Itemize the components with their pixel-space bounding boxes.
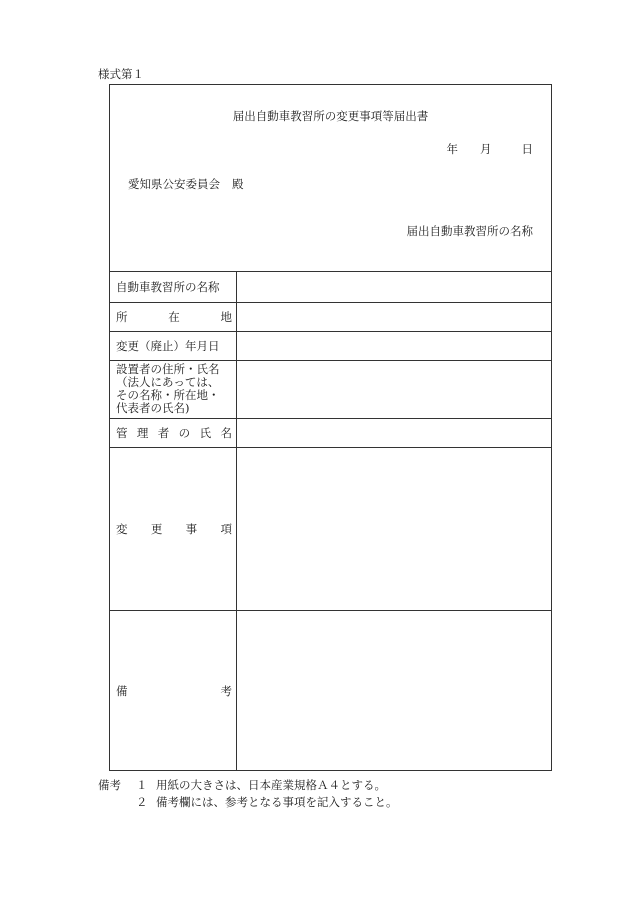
- field-remarks[interactable]: [237, 610, 552, 771]
- date-day-label: 日: [521, 142, 533, 156]
- row-school-name: [110, 272, 551, 302]
- field-change-items[interactable]: [237, 447, 552, 610]
- notification-form: [109, 84, 552, 771]
- field-change-date[interactable]: [237, 331, 552, 360]
- field-location[interactable]: [237, 302, 552, 331]
- applicant-school-name-label: 届出自動車教習所の名称: [406, 224, 533, 238]
- note-text: 備考欄には、参考となる事項を記入すること。: [156, 795, 398, 809]
- form-header: [110, 85, 551, 272]
- field-founder[interactable]: [237, 360, 552, 418]
- row-change-date: [110, 331, 551, 360]
- note-text: 用紙の大きさは、日本産業規格Ａ４とする。: [156, 778, 386, 792]
- notes-heading: 備考: [98, 778, 121, 792]
- field-school-name[interactable]: [237, 272, 552, 302]
- notes: [98, 777, 398, 811]
- label-remarks: 備 考: [116, 683, 232, 698]
- label-school-name: 自動車教習所の名称: [110, 272, 237, 302]
- row-founder: [110, 360, 551, 418]
- date-month-label: 月: [480, 142, 492, 156]
- label-location: 所 在 地: [116, 309, 232, 324]
- label-change-date: 変更（廃止）年月日: [110, 331, 237, 360]
- row-remarks: [110, 610, 551, 771]
- row-change-items: [110, 447, 551, 610]
- note-number: ２: [136, 795, 148, 809]
- document-title: 届出自動車教習所の変更事項等届出書: [232, 109, 429, 123]
- addressee-name: 愛知県公安委員会: [128, 177, 220, 191]
- label-founder: 設置者の住所・氏名 （法人にあっては、 その名称・所在地・ 代表者の氏名): [110, 360, 237, 418]
- addressee-honorific: 殿: [232, 177, 244, 191]
- note-number: １: [136, 778, 148, 792]
- date-line: [447, 141, 534, 157]
- form-number: 様式第１: [98, 67, 144, 81]
- label-change-items: 変 更 事 項: [116, 521, 232, 536]
- row-manager: [110, 418, 551, 447]
- label-manager-name: 管 理 者 の 氏 名: [116, 425, 232, 440]
- addressee: [128, 176, 244, 192]
- date-year-label: 年: [446, 142, 458, 156]
- row-location: [110, 302, 551, 331]
- field-manager-name[interactable]: [237, 418, 552, 447]
- form-table: [110, 272, 551, 771]
